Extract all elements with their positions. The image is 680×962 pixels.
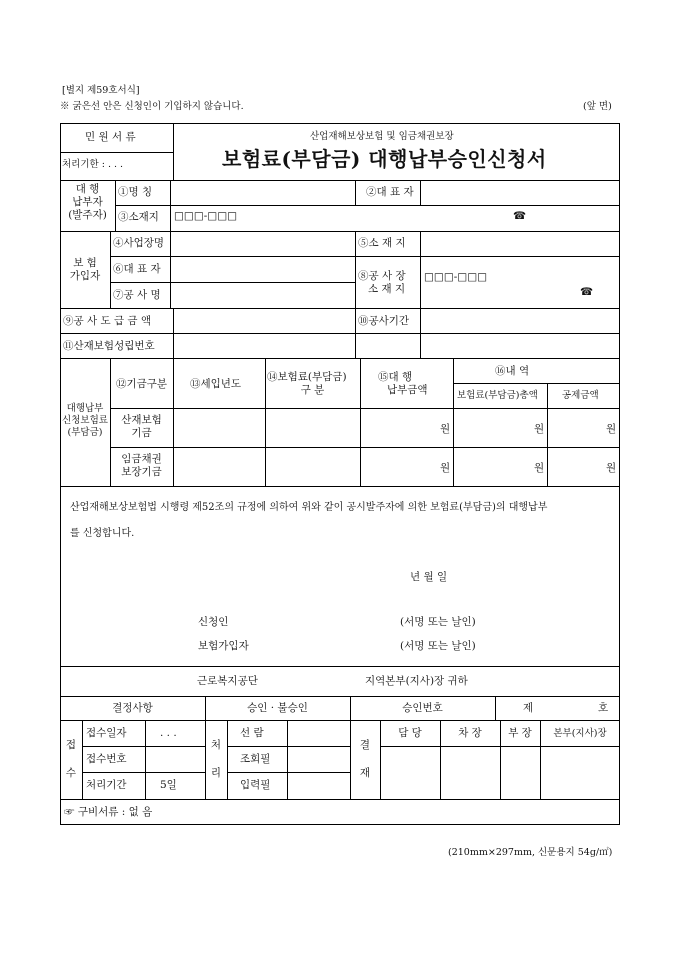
- project-name-label: ⑦공 사 명: [113, 289, 161, 301]
- site-address-label-1: ⑧공 사 장: [358, 270, 406, 282]
- premium-section-2: 신청보험료: [62, 415, 108, 426]
- details-header: ⑯내 역: [495, 365, 530, 377]
- processing-label-1: 처: [210, 739, 222, 751]
- agent-amount-header-2: 납부금액: [387, 384, 428, 396]
- insured-section-2: 가입자: [69, 270, 101, 282]
- statement-line-2: 를 신청합니다.: [70, 528, 135, 539]
- deduction-header: 공제금액: [562, 390, 599, 401]
- row2-label-2: 보장기금: [121, 466, 162, 478]
- payer-rep-label: ②대 표 자: [366, 186, 414, 198]
- premium-type-header-2: 구 분: [300, 384, 325, 396]
- head-label: 본부(지사)장: [553, 728, 607, 739]
- insured-label: 보험가입자: [198, 640, 249, 652]
- won-unit: 원: [534, 423, 545, 435]
- year-header: ⑬세입년도: [190, 378, 242, 390]
- total-header: 보험료(부담금)총액: [457, 390, 538, 401]
- processing-label-2: 리: [210, 767, 222, 779]
- agent-payer-section-1: 대 행: [75, 183, 100, 195]
- won-unit: 원: [440, 423, 451, 435]
- agency-name: 근로복지공단: [197, 675, 258, 687]
- received-no-label: 접수번호: [86, 753, 127, 765]
- approval-header: 승인 · 불승인: [247, 702, 308, 714]
- civil-doc-label: 민 원 서 류: [85, 131, 136, 143]
- manager-label: 부 장: [508, 727, 532, 739]
- won-unit: 원: [534, 462, 545, 474]
- form-number: [별지 제59호서식]: [62, 85, 140, 96]
- row1-label-2: 기금: [131, 427, 152, 439]
- insured-rep-label: ⑥대 표 자: [113, 263, 161, 275]
- site-postal: □□□-□□□: [424, 271, 488, 283]
- statement-line-1: 산업재해보상보험법 시행령 제52조의 규정에 의하여 위와 같이 공시발주자에 의한 보험료(부담금)의 대행납부: [70, 502, 548, 513]
- insured-section-1: 보 험: [73, 257, 97, 269]
- officer-label: 담 당: [398, 727, 422, 739]
- branch-addressee: 지역본부(지사)장 귀하: [365, 675, 468, 687]
- payer-postal: □□□-□□□: [174, 210, 238, 222]
- premium-section-3: (부담금): [67, 427, 103, 438]
- reception-label-1: 접: [65, 739, 77, 751]
- no-prefix: 제: [523, 702, 534, 714]
- processing-period-value: 5일: [160, 779, 177, 791]
- row1-label-1: 산재보험: [121, 414, 162, 426]
- received-date-label: 접수일자: [86, 727, 127, 739]
- site-address-label-2: 소 재 지: [368, 283, 406, 295]
- applicant-sign: (서명 또는 날인): [400, 616, 476, 628]
- date-line: 년 월 일: [410, 571, 448, 583]
- page-side: (앞 면): [583, 101, 612, 112]
- phone-icon: ☎: [513, 210, 527, 222]
- approval-label-2: 재: [359, 767, 371, 779]
- processing-deadline: 처리기한 : . . .: [62, 159, 124, 170]
- inquiry-done-label: 조회필: [240, 753, 271, 765]
- attachments-note: ☞ 구비서류 : 없 음: [64, 806, 153, 818]
- won-unit: 원: [440, 462, 451, 474]
- selection-label: 선 람: [240, 727, 264, 739]
- construction-period-label: ⑩공사기간: [358, 315, 410, 327]
- insured-address-label: ⑤소 재 지: [358, 237, 406, 249]
- won-unit: 원: [606, 462, 617, 474]
- payer-address-label: ③소재지: [118, 211, 159, 223]
- business-name-label: ④사업장명: [113, 237, 165, 249]
- input-done-label: 입력필: [240, 779, 271, 791]
- contract-amount-label: ⑨공 사 도 급 금 액: [63, 315, 152, 327]
- agent-payer-section-3: (발주자): [68, 209, 107, 221]
- form-title: 보험료(부담금) 대행납부승인신청서: [222, 147, 547, 171]
- paper-spec: (210mm×297mm, 신문용지 54g/㎡): [448, 847, 613, 858]
- payer-name-label: ①명 칭: [118, 186, 153, 198]
- accident-ins-no-label: ⑪산재보험성립번호: [63, 340, 155, 352]
- decision-header: 결정사항: [112, 702, 153, 714]
- row2-label-1: 임금채권: [121, 453, 162, 465]
- applicant-label: 신청인: [198, 616, 229, 628]
- reception-label-2: 수: [65, 767, 77, 779]
- deputy-label: 차 장: [458, 727, 482, 739]
- premium-section-1: 대행납부: [66, 403, 104, 414]
- agent-amount-header-1: ⑮대 행: [378, 371, 413, 383]
- received-date-value: . . .: [160, 727, 177, 739]
- phone-icon: ☎: [580, 286, 594, 298]
- approval-label-1: 결: [359, 739, 371, 751]
- insured-sign: (서명 또는 날인): [400, 640, 476, 652]
- approval-no-header: 승인번호: [402, 702, 443, 714]
- processing-period-label: 처리기간: [86, 779, 127, 791]
- premium-type-header-1: ⑭보험료(부담금): [267, 371, 347, 383]
- instruction-note: ※ 굵은선 안은 신청인이 기입하지 않습니다.: [60, 101, 244, 112]
- won-unit: 원: [606, 423, 617, 435]
- form-subtitle: 산업재해보상보험 및 임금채권보장: [310, 131, 454, 142]
- no-suffix: 호: [598, 702, 609, 714]
- fund-type-header: ⑫기금구분: [116, 378, 168, 390]
- agent-payer-section-2: 납부자: [72, 196, 103, 208]
